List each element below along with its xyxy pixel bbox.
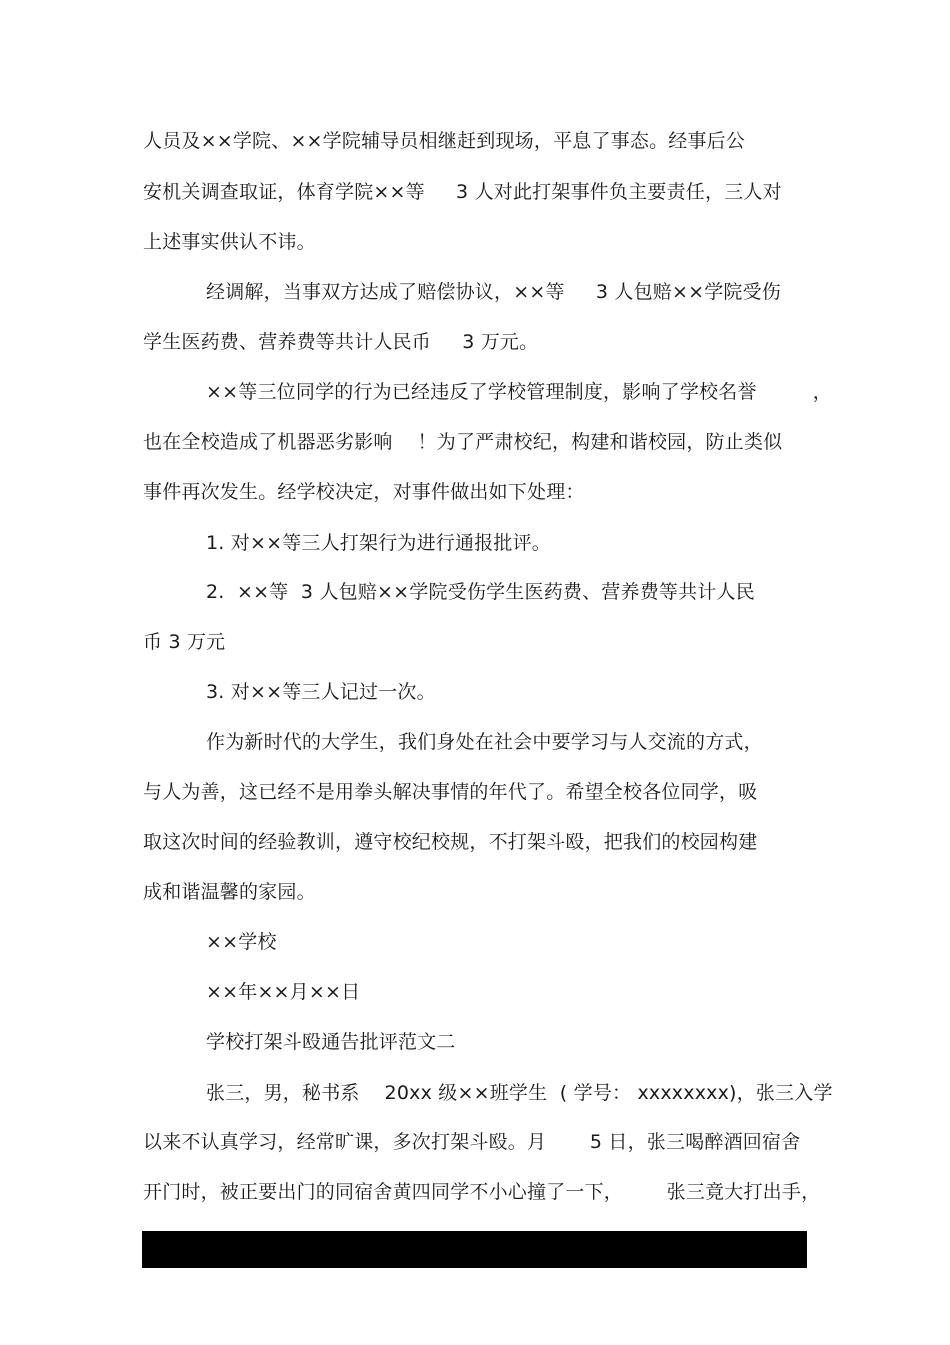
text-line: 安机关调查取证，体育学院××等 3 人对此打架事件负主要责任，三人对 xyxy=(143,181,782,203)
text-line: 经调解，当事双方达成了赔偿协议，××等 3 人包赔××学院受伤 xyxy=(206,281,782,303)
text-line: 取这次时间的经验教训，遵守校纪校规，不打架斗殴，把我们的校园构建 xyxy=(143,831,758,853)
text-line: 币 3 万元 xyxy=(143,631,226,653)
text-line: 作为新时代的大学生，我们身处在社会中要学习与人交流的方式， xyxy=(206,731,763,753)
signature-date: ××年××月××日 xyxy=(206,981,361,1003)
list-item: 2. ××等 3 人包赔××学院受伤学生医药费、营养费等共计人民 xyxy=(206,581,755,603)
text-line: 成和谐温馨的家园。 xyxy=(143,881,316,903)
text-line: 也在全校造成了机器恶劣影响 ！为了严肃校纪，构建和谐校园，防止类似 xyxy=(143,431,783,453)
text-line: 人员及××学院、××学院辅导员相继赶到现场，平息了事态。经事后公 xyxy=(143,130,746,152)
text-line: 事件再次发生。经学校决定，对事件做出如下处理： xyxy=(143,481,585,503)
section-title: 学校打架斗殴通告批评范文二 xyxy=(206,1031,456,1053)
text-line: 学生医药费、营养费等共计人民币 3 万元。 xyxy=(143,331,539,353)
list-item: 1. 对××等三人打架行为进行通报批评。 xyxy=(206,532,552,554)
text-line: 上述事实供认不讳。 xyxy=(143,231,316,253)
signature-org: ××学校 xyxy=(206,931,277,953)
text-line: 开门时，被正要出门的同宿舍黄四同学不小心撞了一下， 张三竟大打出手， xyxy=(143,1181,821,1203)
text-line: 与人为善，这已经不是用拳头解决事情的年代了。希望全校各位同学，吸 xyxy=(143,781,758,803)
footer-bar xyxy=(142,1231,807,1268)
text-line: 以来不认真学习，经常旷课，多次打架斗殴。月 5 日，张三喝醉酒回宿舍 xyxy=(143,1131,801,1153)
list-item: 3. 对××等三人记过一次。 xyxy=(206,681,436,703)
text-line: ××等三位同学的行为已经违反了学校管理制度，影响了学校名誉 ， xyxy=(206,381,832,403)
text-line: 张三，男，秘书系 20xx 级××班学生 ( 学号： xxxxxxxx)，张三入学 xyxy=(206,1082,833,1104)
